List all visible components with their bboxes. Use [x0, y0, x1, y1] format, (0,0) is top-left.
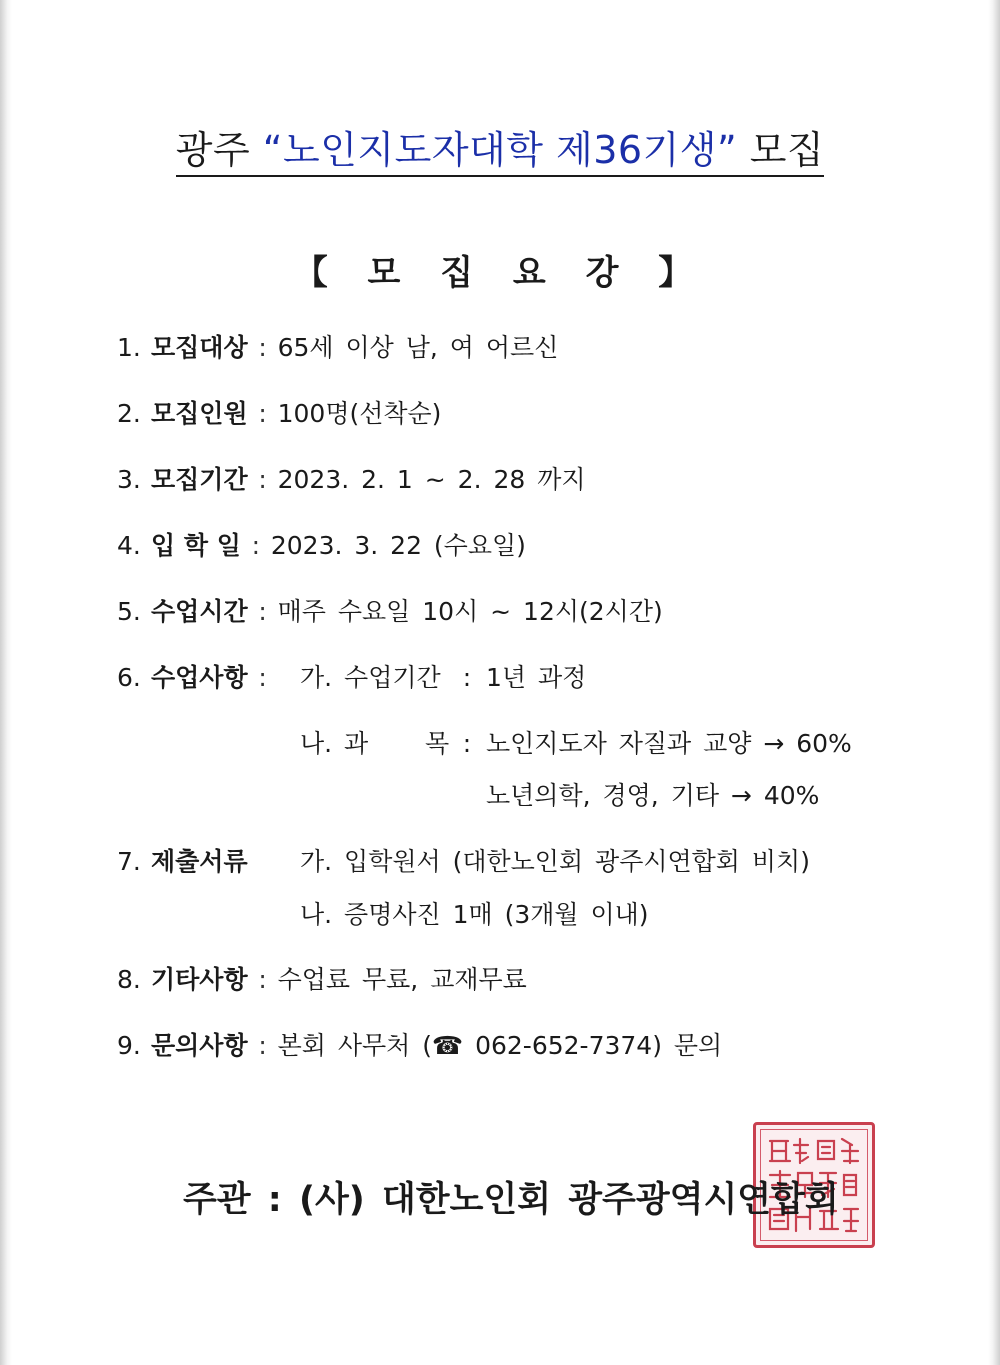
organizer-footer: 주관 : (사) 대한노인회 광주광역시연합회 — [183, 1180, 839, 1220]
class-subject-line1: 노인지도자 자질과 교양 → 60% — [486, 729, 852, 758]
documents-line1: 가. 입학원서 (대한노인회 광주시연합회 비치) — [300, 847, 810, 876]
item-class-time: 5. 수업시간 : 매주 수요일 10시 ~ 12시(2시간) — [117, 597, 663, 626]
item-target: 1. 모집대상 : 65세 이상 남, 여 어르신 — [117, 333, 559, 362]
item-class-info: 6. 수업사항 : — [117, 663, 267, 692]
item-headcount: 2. 모집인원 : 100명(선착순) — [117, 399, 442, 428]
class-subject-label-b: 목 — [425, 729, 450, 758]
documents-line2: 나. 증명사진 1매 (3개월 이내) — [300, 900, 649, 929]
class-period-colon: : — [462, 663, 472, 692]
class-period-label: 가. 수업기간 — [300, 663, 441, 692]
page-edge-left — [0, 0, 12, 1365]
class-subject-line2: 노년의학, 경영, 기타 → 40% — [486, 781, 820, 810]
title-prefix: 광주 — [175, 128, 263, 172]
class-subject-colon: : — [462, 729, 472, 758]
page-edge-right — [988, 0, 1000, 1365]
title-suffix: 모집 — [737, 128, 825, 172]
title-quoted: “노인지도자대학 제36기생” — [262, 128, 738, 172]
section-heading: 【 모 집 요 강 】 — [293, 253, 707, 293]
inquiry-value: 본회 사무처 (☎ 062-652-7374) 문의 — [277, 1031, 723, 1060]
item-period: 3. 모집기간 : 2023. 2. 1 ~ 2. 28 까지 — [117, 465, 586, 494]
class-period-value: 1년 과정 — [486, 663, 587, 692]
class-subject-label-a: 나. 과 — [300, 729, 369, 758]
item-entrance-date: 4. 입 학 일 : 2023. 3. 22 (수요일) — [117, 531, 526, 560]
item-inquiry: 9. 문의사항 : 본회 사무처 (☎ 062-652-7374) 문의 — [117, 1029, 722, 1063]
document-title — [0, 128, 1000, 177]
item-etc: 8. 기타사항 : 수업료 무료, 교재무료 — [117, 965, 527, 994]
item-documents: 7. 제출서류 — [117, 847, 248, 876]
